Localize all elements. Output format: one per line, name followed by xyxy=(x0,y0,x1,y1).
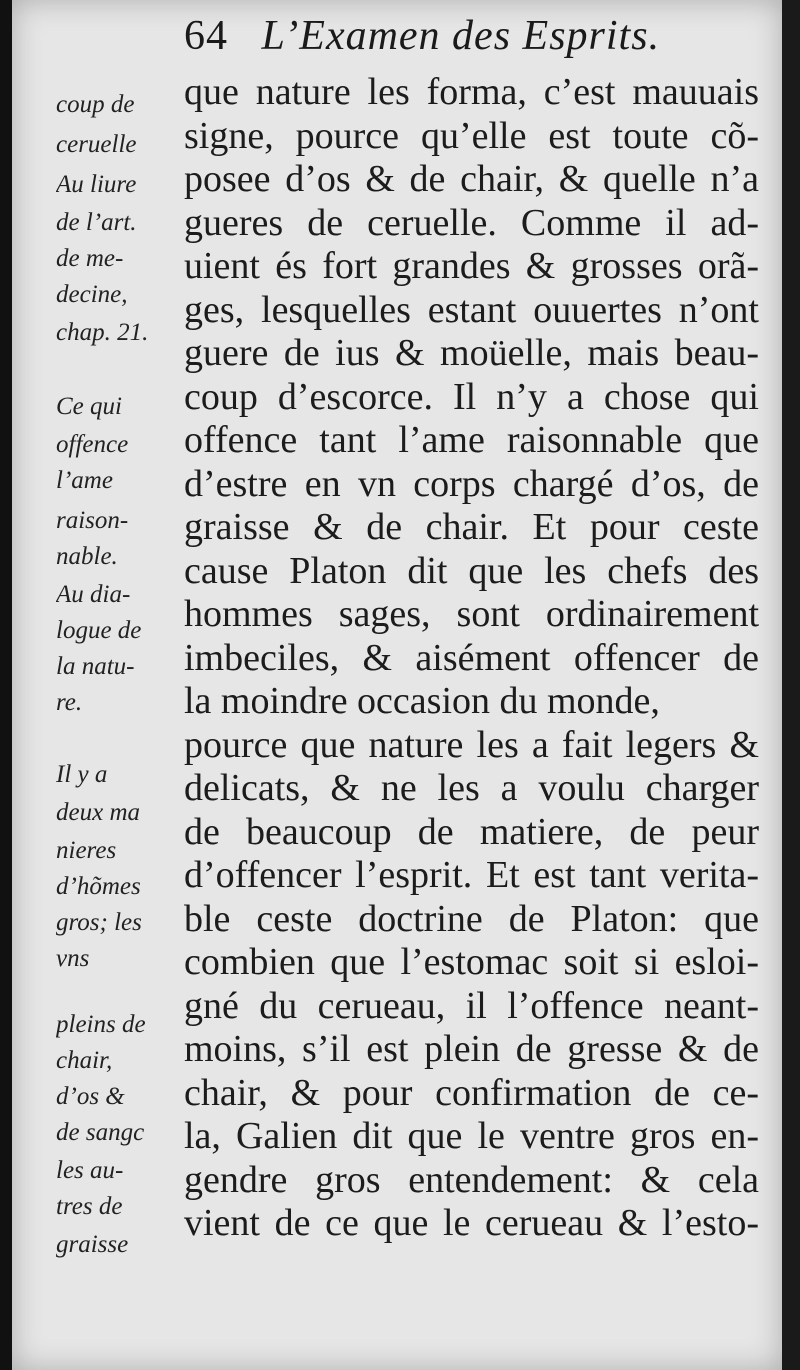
text-line: guere de ius & moüelle, mais beau- xyxy=(184,332,759,374)
margin-note-line: re. xyxy=(56,689,83,716)
margin-note-line: offence xyxy=(56,431,129,458)
text-line: uient és fort grandes & grosses orã- xyxy=(184,245,759,287)
text-line: la moindre occasion du monde, xyxy=(184,680,660,722)
text-line: d’estre en vn corps chargé d’os, de xyxy=(184,462,759,505)
margin-note-line: nable. xyxy=(56,543,118,570)
margin-note-line: de me- xyxy=(56,245,124,272)
text-line: de beaucoup de matiere, de peur xyxy=(184,810,759,853)
text-line: gueres de ceruelle. Comme il ad- xyxy=(184,201,759,244)
text-line: cause Platon dit que les chefs des xyxy=(184,549,759,592)
text-line: offence tant l’ame raisonnable que xyxy=(184,419,759,461)
margin-note-line: d’hõmes xyxy=(56,873,141,900)
margin-note-line: les au- xyxy=(56,1157,124,1184)
text-line: vient de ce que le cerueau & l’esto- xyxy=(184,1202,759,1244)
margin-note-line: ceruelle xyxy=(56,131,137,158)
margin-note-line: Au liure xyxy=(56,171,137,198)
text-line: combien que l’estomac soit si esloi- xyxy=(184,941,759,983)
text-line: pource que nature les a fait legers & xyxy=(184,723,759,766)
page-header xyxy=(184,12,660,60)
margin-note-line: vns xyxy=(56,945,90,972)
text-line: hommes sages, sont ordinairement xyxy=(184,593,759,635)
text-line: ges, lesquelles estant ouuertes n’ont xyxy=(184,288,759,331)
margin-note-line: chap. 21. xyxy=(56,319,149,346)
text-line: gné du cerueau, il l’offence neant- xyxy=(184,984,759,1027)
book-page xyxy=(12,0,782,1370)
margin-note-line: Il y a xyxy=(56,761,108,788)
text-line: moins, s’il est plein de gresse & de xyxy=(184,1028,759,1070)
margin-note-line: deux ma xyxy=(56,799,140,826)
margin-note-line: Ce qui xyxy=(56,393,122,420)
margin-note-line: tres de xyxy=(56,1193,123,1220)
text-line: la, Galien dit que le ventre gros en- xyxy=(184,1115,759,1157)
margin-note-line: d’os & xyxy=(56,1083,125,1110)
margin-note-line: graisse xyxy=(56,1231,129,1258)
margin-note-line: Au dia- xyxy=(56,581,131,608)
book-spine-shadow xyxy=(782,0,800,1370)
text-line: d’offencer l’esprit. Et est tant verita- xyxy=(184,854,759,896)
text-line: posee d’os & de chair, & quelle n’a xyxy=(184,158,759,200)
running-title: L’Examen des Esprits. xyxy=(261,13,661,59)
page-number: 64 xyxy=(184,13,228,59)
margin-note-line: gros; les xyxy=(56,909,142,936)
text-line: gendre gros entendement: & cela xyxy=(184,1158,759,1201)
text-line: graisse & de chair. Et pour ceste xyxy=(184,506,759,548)
text-line: signe, pource qu’elle est toute cõ- xyxy=(184,114,759,157)
margin-note-line: raison- xyxy=(56,507,129,534)
text-line: coup d’escorce. Il n’y a chose qui xyxy=(184,375,759,418)
margin-note-line: chair, xyxy=(56,1047,113,1074)
margin-note-line: nieres xyxy=(56,837,117,864)
margin-note-line: la natu- xyxy=(56,653,135,680)
text-line: chair, & pour confirmation de ce- xyxy=(184,1071,759,1114)
text-line: imbeciles, & aisément offencer de xyxy=(184,636,759,679)
margin-note-line: de sangc xyxy=(56,1119,145,1146)
margin-note-line: pleins de xyxy=(56,1011,146,1038)
margin-note-line: decine, xyxy=(56,281,128,308)
text-line: ble ceste doctrine de Platon: que xyxy=(184,897,759,940)
text-line: que nature les forma, c’est mauuais xyxy=(184,71,759,113)
margin-note-line: coup de xyxy=(56,91,135,118)
margin-note-line: l’ame xyxy=(56,467,113,494)
text-line: delicats, & ne les a voulu charger xyxy=(184,767,759,809)
margin-note-line: de l’art. xyxy=(56,209,137,236)
margin-note-line: logue de xyxy=(56,617,142,644)
